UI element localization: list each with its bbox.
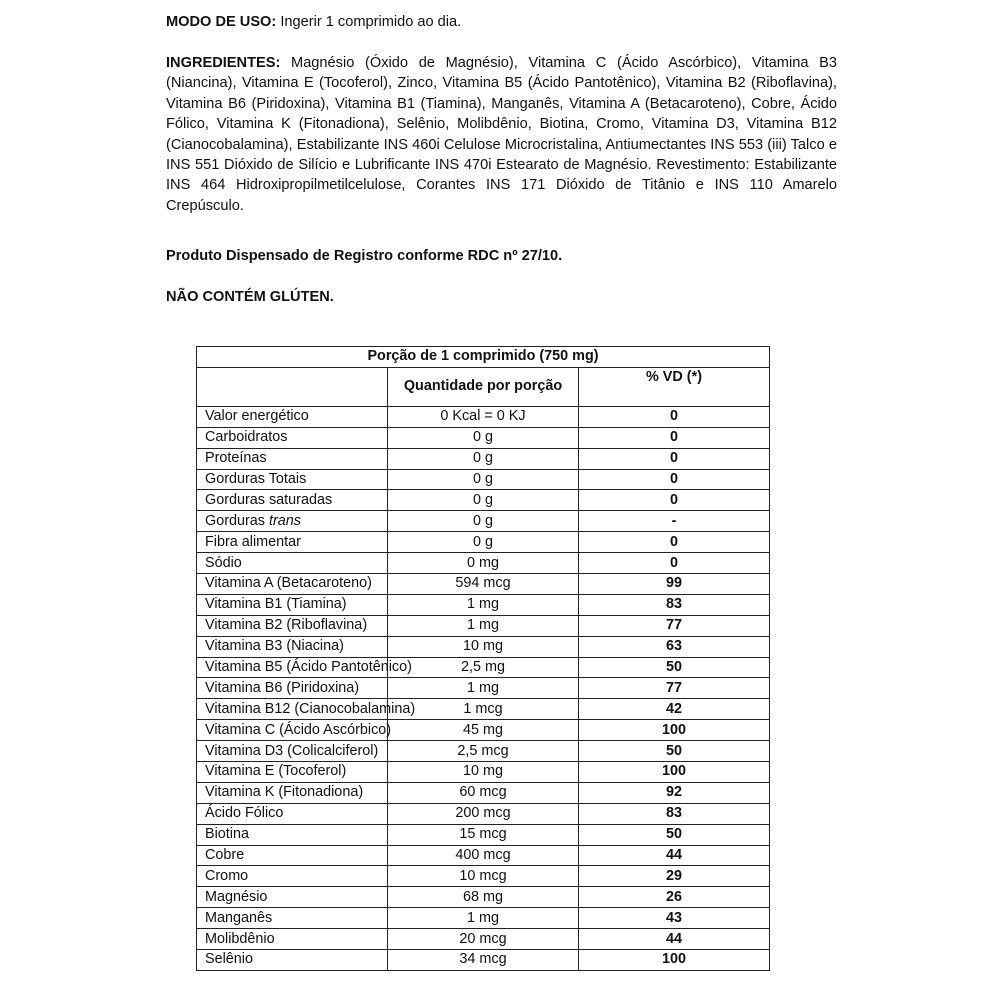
nutrient-quantity: 0 g — [388, 448, 579, 469]
nutrient-quantity: 0 Kcal = 0 KJ — [388, 406, 579, 427]
nutrient-quantity: 10 mg — [388, 636, 579, 657]
nutrient-quantity: 0 mg — [388, 553, 579, 574]
table-row — [197, 908, 770, 929]
nutrient-vd: 92 — [579, 782, 770, 803]
table-row — [197, 824, 770, 845]
nutrient-name: Vitamina B12 (Cianocobalamina) — [197, 699, 388, 720]
nutrient-vd: 26 — [579, 887, 770, 908]
table-row — [197, 427, 770, 448]
nutrient-quantity: 2,5 mg — [388, 657, 579, 678]
table-row — [197, 782, 770, 803]
nutrient-quantity: 1 mg — [388, 678, 579, 699]
table-row — [197, 532, 770, 553]
nutrient-quantity: 0 g — [388, 469, 579, 490]
usage-text: Ingerir 1 comprimido ao dia. — [280, 14, 462, 30]
nutrient-vd: 0 — [579, 406, 770, 427]
nutrient-name: Vitamina C (Ácido Ascórbico) — [197, 720, 388, 741]
nutrient-vd: 100 — [579, 720, 770, 741]
nutrient-name: Gorduras Totais — [197, 469, 388, 490]
ingredients-text: Magnésio (Óxido de Magnésio), Vitamina C (Ácido Ascórbico), Vitamina B3 (Niancina), Vitamina E (Tocoferol), Zinco, Vitamina B5 (Ácido Pantotênico), Vitamina B2 (Riboflavina), Vitamina B6 (Piridoxina), Vitamina B1 (Tiamina), Manganês, Vitamina A (Betacaroteno), Cobre, Ácido Fólico, Vitamina K (Fitonadiona), Selênio, Molibdênio, Biotina, Cromo, Vitamina D3, Vitamina B12 (Cianocobalamina), Estabilizante INS 460i Celulose Microcristalina, Antiumectantes INS 553 (iii) Talco e INS 551 Dióxido de Silício e Lubrificante INS 470i Estearato de Magnésio. Revestimento: Estabilizante INS 464 Hidroxipropilmetilcelulose, Corantes INS 171 Dióxido de Titânio e INS 110 Amarelo Crepúsculo. — [166, 55, 837, 214]
nutrient-vd: 50 — [579, 741, 770, 762]
nutrient-name: Sódio — [197, 553, 388, 574]
nutrient-quantity: 400 mcg — [388, 845, 579, 866]
gluten-note — [166, 287, 837, 307]
nutrient-name: Ácido Fólico — [197, 803, 388, 824]
nutrient-vd: 50 — [579, 824, 770, 845]
nutrient-name: Selênio — [197, 950, 388, 971]
nutrient-name: Vitamina B5 (Ácido Pantotênico) — [197, 657, 388, 678]
nutrient-vd: 50 — [579, 657, 770, 678]
nutrient-vd: 43 — [579, 908, 770, 929]
table-title-row — [197, 347, 770, 368]
nutrient-vd: 0 — [579, 532, 770, 553]
gluten-text: NÃO CONTÉM GLÚTEN. — [166, 289, 334, 305]
table-row — [197, 678, 770, 699]
usage-section — [166, 12, 837, 32]
nutrient-quantity: 0 g — [388, 532, 579, 553]
nutrient-quantity: 68 mg — [388, 887, 579, 908]
nutrient-quantity: 1 mg — [388, 615, 579, 636]
table-row — [197, 866, 770, 887]
nutrient-name: Manganês — [197, 908, 388, 929]
nutrient-vd: 44 — [579, 845, 770, 866]
table-row — [197, 636, 770, 657]
nutrient-vd: 83 — [579, 803, 770, 824]
nutrient-name: Vitamina E (Tocoferol) — [197, 762, 388, 783]
table-row — [197, 469, 770, 490]
nutrient-name: Biotina — [197, 824, 388, 845]
table-header-row — [197, 367, 770, 406]
nutrient-vd: 100 — [579, 950, 770, 971]
nutrient-vd: 0 — [579, 490, 770, 511]
nutrient-quantity: 60 mcg — [388, 782, 579, 803]
nutrient-quantity: 2,5 mcg — [388, 741, 579, 762]
nutrient-quantity: 20 mcg — [388, 929, 579, 950]
nutrient-name: Carboidratos — [197, 427, 388, 448]
nutrient-vd: 44 — [579, 929, 770, 950]
nutrient-name: Vitamina B1 (Tiamina) — [197, 594, 388, 615]
nutrient-vd: 0 — [579, 427, 770, 448]
table-row — [197, 511, 770, 532]
table-row — [197, 762, 770, 783]
table-row — [197, 490, 770, 511]
table-row — [197, 720, 770, 741]
nutrient-vd: - — [579, 511, 770, 532]
nutrient-name: Fibra alimentar — [197, 532, 388, 553]
nutrient-vd: 63 — [579, 636, 770, 657]
nutrient-quantity: 0 g — [388, 490, 579, 511]
nutrient-quantity: 10 mg — [388, 762, 579, 783]
nutrient-quantity: 45 mg — [388, 720, 579, 741]
nutrient-quantity: 10 mcg — [388, 866, 579, 887]
table-row — [197, 406, 770, 427]
table-row — [197, 574, 770, 595]
table-row — [197, 594, 770, 615]
nutrient-name: Vitamina A (Betacaroteno) — [197, 574, 388, 595]
nutrient-quantity: 594 mcg — [388, 574, 579, 595]
nutrient-quantity: 200 mcg — [388, 803, 579, 824]
nutrient-quantity: 34 mcg — [388, 950, 579, 971]
nutrient-name: Vitamina D3 (Colicalciferol) — [197, 741, 388, 762]
nutrient-vd: 0 — [579, 553, 770, 574]
table-row — [197, 845, 770, 866]
table-row — [197, 929, 770, 950]
nutrient-vd: 29 — [579, 866, 770, 887]
nutrient-vd: 100 — [579, 762, 770, 783]
nutrient-name: Molibdênio — [197, 929, 388, 950]
table-row — [197, 699, 770, 720]
nutrient-name: Cromo — [197, 866, 388, 887]
nutrient-vd: 42 — [579, 699, 770, 720]
table-row — [197, 448, 770, 469]
nutrient-vd: 0 — [579, 469, 770, 490]
nutrient-name: Vitamina B2 (Riboflavina) — [197, 615, 388, 636]
nutrient-quantity: 15 mcg — [388, 824, 579, 845]
nutrient-quantity: 1 mg — [388, 594, 579, 615]
nutrient-name: Cobre — [197, 845, 388, 866]
nutrient-name: Vitamina K (Fitonadiona) — [197, 782, 388, 803]
table-row — [197, 615, 770, 636]
header-qty: Quantidade por porção — [388, 367, 579, 406]
nutrient-vd: 77 — [579, 615, 770, 636]
nutrient-vd: 77 — [579, 678, 770, 699]
table-row — [197, 657, 770, 678]
nutrient-name: Vitamina B3 (Niacina) — [197, 636, 388, 657]
table-row — [197, 553, 770, 574]
ingredients-label: INGREDIENTES: — [166, 55, 281, 71]
header-vd: % VD (*) — [579, 367, 770, 406]
nutrition-table — [196, 346, 770, 971]
header-empty — [197, 367, 388, 406]
table-title: Porção de 1 comprimido (750 mg) — [197, 347, 770, 368]
nutrient-name: Vitamina B6 (Piridoxina) — [197, 678, 388, 699]
nutrient-vd: 99 — [579, 574, 770, 595]
table-row — [197, 887, 770, 908]
nutrient-name: Proteínas — [197, 448, 388, 469]
nutrient-name: Gorduras trans — [197, 511, 388, 532]
nutrient-name: Valor energético — [197, 406, 388, 427]
nutrient-quantity: 0 g — [388, 511, 579, 532]
nutrient-vd: 83 — [579, 594, 770, 615]
ingredients-section — [166, 53, 837, 216]
usage-label: MODO DE USO: — [166, 14, 277, 30]
nutrient-quantity: 1 mg — [388, 908, 579, 929]
table-row — [197, 741, 770, 762]
table-row — [197, 950, 770, 971]
nutrition-table-body — [197, 406, 770, 970]
nutrient-name: Magnésio — [197, 887, 388, 908]
registration-note — [166, 246, 837, 266]
nutrient-quantity: 1 mcg — [388, 699, 579, 720]
table-row — [197, 803, 770, 824]
nutrient-name: Gorduras saturadas — [197, 490, 388, 511]
nutrient-quantity: 0 g — [388, 427, 579, 448]
registration-text: Produto Dispensado de Registro conforme RDC nº 27/10. — [166, 248, 563, 264]
nutrient-vd: 0 — [579, 448, 770, 469]
